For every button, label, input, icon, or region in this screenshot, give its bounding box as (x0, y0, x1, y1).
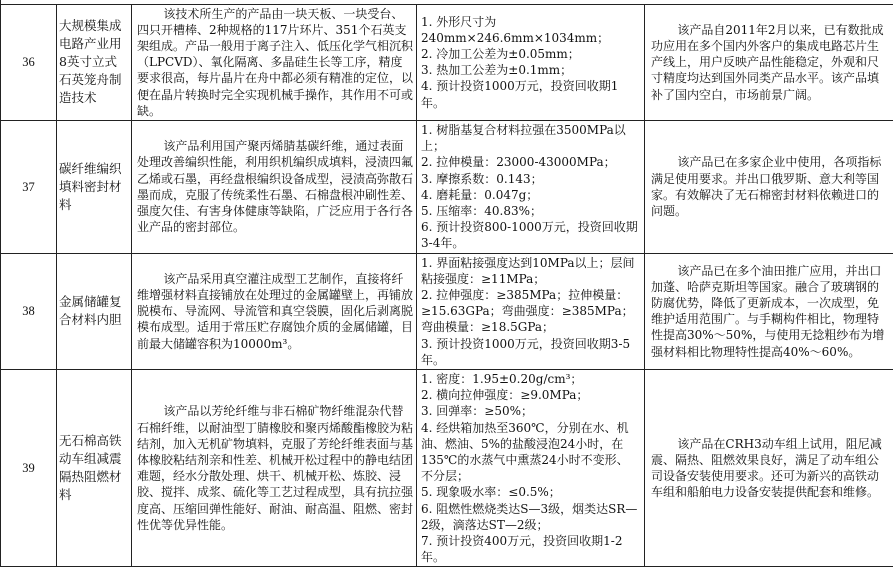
product-specs (417, 4, 645, 120)
table-row (1, 120, 893, 253)
product-specs (417, 369, 645, 566)
spec-item: 3. 预计投资1000万元，投资回收期3-5年。 (421, 336, 640, 368)
application-status: 该产品自2011年2月以来，已有数批成功应用在多个国内外客户的集成电路芯片生产线上，用户反映产品性能稳定，外观和尺寸精度均达到国外同类产品水平。该产品填补了国内空白，市场前景广阔。 (645, 4, 893, 120)
spec-item: 6. 预计投资800-1000万元，投资回收期3-4年。 (421, 219, 640, 251)
product-description: 该产品以芳纶纤维与非石棉矿物纤维混杂代替石棉纤维，以耐油型丁腈橡胶和聚丙烯酸酯橡胶为粘结剂，加入无机矿物填料，克服了芳纶纤维表面与基体橡胶粘结剂亲和性差、机械开松过程中的静电结团难题，经水分散处理、烘干、机械开松、炼胶、浸胶、搅拌、成浆、硫化等工艺过程成型，具有抗拉强度高、压缩回弹性能好、耐油、耐高温、阻燃、密封性优等优异性能。 (132, 369, 417, 566)
application-status: 该产品已在多家企业中使用，各项指标满足使用要求。并出口俄罗斯、意大利等国家。有效解决了无石棉密封材料依赖进口的问题。 (645, 120, 893, 253)
spec-item: 3. 热加工公差为±0.1mm； (421, 62, 640, 78)
product-name: 金属储罐复合材料内胆 (57, 253, 132, 369)
application-status: 该产品在CRH3动车组上试用，阻尼减震、隔热、阻燃效果良好，满足了动车组公司设备安装使用要求。还可为新兴的高铁动车组和船舶电力设备安装提供配套和维修。 (645, 369, 893, 566)
spec-item: 3. 回弹率：≥50%； (421, 403, 640, 419)
spec-item: 7. 预计投资400万元，投资回收期1-2年。 (421, 533, 640, 565)
description-text: 该产品采用真空灌注成型工艺制作，直接将纤维增强材料直接铺放在处理过的金属罐壁上，再铺放脱模布、导流网、导流管和真空袋膜，固化后剥离脱模布成型。适用于常压贮存腐蚀介质的金属储罐，目前最大储罐容积为10000m³。 (137, 272, 413, 351)
spec-item: 2. 拉伸模量：23000-43000MPa； (421, 154, 640, 170)
product-description: 该产品利用国产聚丙烯腈基碳纤维，通过表面处理改善编织性能，利用织机编织成填料，浸渍四氟乙烯或石墨，再经盘根编织设备成型，浸渍高弥散石墨而成，克服了传统柔性石墨、石棉盘根冲刷性差、强度欠佳、有害身体健康等缺陷，广泛应用于各行各业产品的密封部位。 (132, 120, 417, 253)
row-number: 38 (1, 253, 57, 369)
product-specs (417, 120, 645, 253)
spec-item: 5. 压缩率：40.83%； (421, 203, 640, 219)
product-description: 该技术所生产的产品由一块天板、一块受台、四只开槽棒、2种规格的117片环片、351个石英支架组成。产品一般用于离子注入、低压化学气相沉积（LPCVD）、氧化隔离、多晶硅生长等工序，精度要求很高，每片晶片在舟中都必须有精准的定位，以便在晶片转换时完全实现机械手操作，其作用不可或缺。 (132, 4, 417, 120)
table-row (1, 253, 893, 369)
spec-item: 2. 拉伸强度：≥385MPa；拉伸模量：≥15.63GPa；弯曲强度：≥385MPa；弯曲模量：≥18.5GPa； (421, 287, 640, 336)
spec-item: 4. 磨耗量：0.047g； (421, 187, 640, 203)
row-number: 37 (1, 120, 57, 253)
table-row (1, 369, 893, 566)
spec-item: 1. 界面粘接强度达到10MPa以上；层间粘接强度：≥11MPa； (421, 255, 640, 287)
spec-item: 4. 预计投资1000万元，投资回收期1年。 (421, 78, 640, 110)
product-specs (417, 253, 645, 369)
row-number: 36 (1, 4, 57, 120)
spec-item: 5. 现象吸水率：≤0.5%； (421, 484, 640, 500)
table-row (1, 4, 893, 120)
product-name: 碳纤维编织填料密封材料 (57, 120, 132, 253)
application-status: 该产品已在多个油田推广应用，并出口加蓬、哈萨克斯坦等国家。融合了玻璃钢的防腐优势，降低了更新成本，一次成型，免维护适用范围广。与手糊构件相比，物理特性提高30%～50%，与使用无捻粗纱布为增强材料相比物理特性提高40%～60%。 (645, 253, 893, 369)
spec-item: 1. 树脂基复合材料拉强在3500MPa以上； (421, 122, 640, 154)
spec-item: 4. 经烘箱加热至360℃，分别在水、机油、燃油、5%的盐酸浸泡24小时，在135℃的水蒸气中熏蒸24小时不变形、不分层； (421, 420, 640, 485)
spec-item: 2. 横向拉伸强度：≥9.0MPa； (421, 387, 640, 403)
product-description (132, 253, 417, 369)
row-number: 39 (1, 369, 57, 566)
spec-item: 2. 冷加工公差为±0.05mm； (421, 46, 640, 62)
product-name: 大规模集成电路产业用8英寸立式石英笼舟制造技术 (57, 4, 132, 120)
spec-item: 1. 密度：1.95±0.20g/cm³； (421, 371, 640, 387)
product-name: 无石棉高铁动车组减震隔热阻燃材料 (57, 369, 132, 566)
spec-item: 6. 阻燃性燃烧类达S—3级，烟类达SR—2级，滴落达ST—2级； (421, 501, 640, 533)
spec-item: 3. 摩擦系数：0.143； (421, 171, 640, 187)
spec-item: 1. 外形尺寸为240mm×246.6mm×1034mm； (421, 14, 640, 46)
